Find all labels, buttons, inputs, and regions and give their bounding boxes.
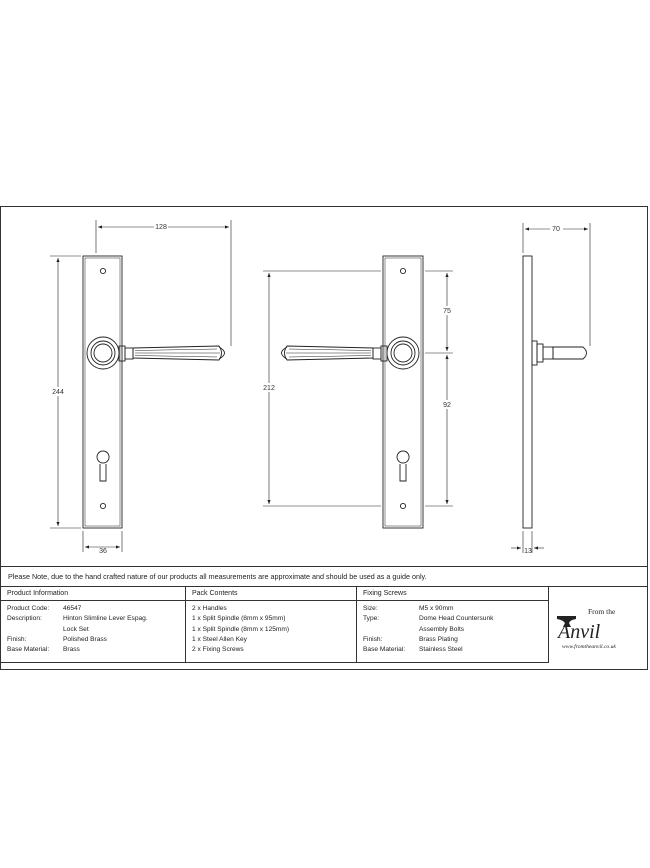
- measurement-note: Please Note, due to the hand crafted nature of our products all measurements are approximate and should be used as a guide only.: [1, 566, 647, 587]
- table-row: Assembly Bolts: [419, 625, 465, 633]
- anvil-logo: [554, 605, 646, 655]
- dim-side-projection: 70: [552, 226, 560, 233]
- anvil-logo-mark: [554, 605, 646, 655]
- side-view: [523, 256, 587, 528]
- dim-handle-height: 212: [263, 385, 275, 392]
- logo-from-the: From the: [588, 607, 616, 616]
- technical-drawing: [1, 207, 649, 567]
- list-item: 1 x Steel Allen Key: [192, 635, 247, 643]
- list-item: 2 x Handles: [192, 605, 227, 612]
- dim-side-depth: 13: [524, 548, 532, 555]
- dim-front-width: 128: [155, 224, 167, 231]
- dim-lower-centre: 92: [443, 402, 451, 409]
- table-row: Finish: Brass Plating: [363, 635, 458, 643]
- table-row: Lock Set: [63, 625, 89, 633]
- front-view-left: [83, 256, 225, 528]
- dim-upper-centre: 75: [443, 308, 451, 315]
- list-item: 1 x Split Spindle (8mm x 125mm): [192, 625, 290, 633]
- table-row: Size: M5 x 90mm: [363, 605, 454, 612]
- dim-plate-width: 36: [99, 548, 107, 555]
- pack-contents-heading: Pack Contents: [186, 587, 356, 601]
- front-view-centre: [282, 256, 424, 528]
- technical-sheet: [0, 206, 648, 670]
- product-info-table: [1, 587, 186, 662]
- table-row: Finish: Polished Brass: [7, 635, 107, 643]
- table-row: Base Material: Brass: [7, 646, 80, 654]
- logo-url: www.fromtheanvil.co.uk: [562, 644, 616, 650]
- pack-contents-table: [186, 587, 357, 662]
- logo-brand: Anvil: [558, 621, 601, 643]
- info-tables: [1, 587, 647, 669]
- table-row: Product Code: 46547: [7, 605, 82, 612]
- product-info-heading: Product Information: [1, 587, 185, 601]
- list-item: 2 x Fixing Screws: [192, 646, 244, 654]
- fixing-screws-table: [357, 587, 549, 662]
- fixing-screws-heading: Fixing Screws: [357, 587, 548, 601]
- dim-front-height: 244: [52, 389, 64, 396]
- table-row: Type: Dome Head Countersunk: [363, 615, 494, 623]
- table-row: Description: Hinton Slimline Lever Espag.: [7, 615, 148, 623]
- table-row: Base Material: Stainless Steel: [363, 646, 463, 654]
- list-item: 1 x Split Spindle (8mm x 95mm): [192, 615, 286, 623]
